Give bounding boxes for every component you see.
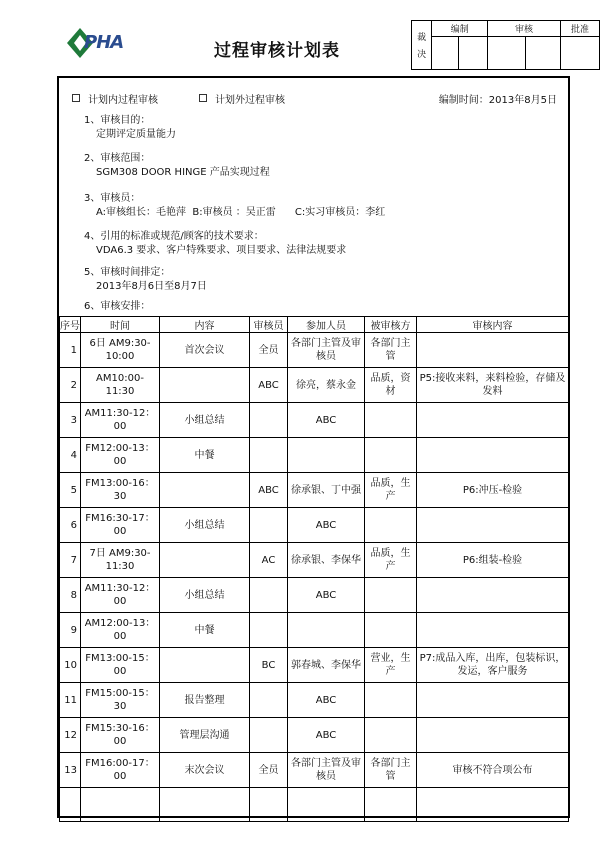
cell-time: FM16:30-17：00 xyxy=(81,508,160,543)
cell-scope xyxy=(417,578,569,613)
cell-time: FM13:00-16：30 xyxy=(81,473,160,508)
cell-scope xyxy=(417,613,569,648)
cell-scope xyxy=(417,718,569,753)
cell-participants: 徐承银、丁中强 xyxy=(288,473,365,508)
table-row xyxy=(60,508,569,543)
cell-scope xyxy=(417,508,569,543)
cell-auditee: 营业，生产 xyxy=(365,648,417,683)
cell-no: 7 xyxy=(60,543,81,578)
company-logo xyxy=(66,26,146,66)
cell-auditee xyxy=(365,403,417,438)
cell-no: 9 xyxy=(60,613,81,648)
cell-no: 6 xyxy=(60,508,81,543)
cell-auditor xyxy=(250,718,288,753)
cell-time: AM11:30-12：00 xyxy=(81,578,160,613)
section-purpose: 1、审核目的： 定期评定质量能力 xyxy=(84,115,176,140)
approval-header-review: 审核 xyxy=(488,21,561,37)
empty-row xyxy=(60,788,569,822)
col-header-scope: 审核内容 xyxy=(417,317,569,333)
cell-auditee: 品质，生产 xyxy=(365,543,417,578)
cell-topic: 小组总结 xyxy=(160,403,250,438)
cell-participants: ABC xyxy=(288,718,365,753)
empty-cell xyxy=(417,788,569,822)
cell-auditee xyxy=(365,508,417,543)
empty-cell xyxy=(365,788,417,822)
table-row xyxy=(60,438,569,473)
table-row xyxy=(60,613,569,648)
table-row xyxy=(60,578,569,613)
table-row xyxy=(60,718,569,753)
cell-scope: P6:冲压-检验 xyxy=(417,473,569,508)
col-header-participants: 参加人员 xyxy=(288,317,365,333)
cell-auditee xyxy=(365,613,417,648)
cell-scope: P5:接收来料，来料检验，存储及发料 xyxy=(417,368,569,403)
cell-participants: 郭春城、李保华 xyxy=(288,648,365,683)
cell-no: 12 xyxy=(60,718,81,753)
cell-no: 13 xyxy=(60,753,81,788)
cell-participants: 各部门主管及审核员 xyxy=(288,333,365,368)
logo-text: PHA xyxy=(84,32,124,53)
cell-participants: 各部门主管及审核员 xyxy=(288,753,365,788)
empty-cell xyxy=(81,788,160,822)
cell-topic: 小组总结 xyxy=(160,508,250,543)
section-timing: 5、审核时间排定： 2013年8月6日至8月7日 xyxy=(84,267,207,292)
table-row xyxy=(60,753,569,788)
cell-no: 4 xyxy=(60,438,81,473)
section-auditors: 3、审核员： A:审核组长：毛艳萍 B:审核员 ：吴正雷 C:实习审核员：李红 xyxy=(84,193,386,218)
sign-cell[interactable] xyxy=(488,37,525,70)
cell-no: 2 xyxy=(60,368,81,403)
col-header-time: 时间 xyxy=(81,317,160,333)
cell-auditee: 各部门主管 xyxy=(365,333,417,368)
cell-scope: P7:成品入库，出库，包装标识，发运，客户服务 xyxy=(417,648,569,683)
cell-auditor xyxy=(250,403,288,438)
cell-participants xyxy=(288,438,365,473)
sign-cell[interactable] xyxy=(560,37,599,70)
cell-participants: 徐亮，蔡永金 xyxy=(288,368,365,403)
checkbox-icon[interactable] xyxy=(199,94,207,102)
cell-time: FM16:00-17：00 xyxy=(81,753,160,788)
approval-header-compile: 编制 xyxy=(432,21,488,37)
cell-participants: ABC xyxy=(288,403,365,438)
cell-participants: ABC xyxy=(288,683,365,718)
cell-auditee xyxy=(365,438,417,473)
cell-auditor xyxy=(250,508,288,543)
cell-auditor: ABC xyxy=(250,368,288,403)
cell-scope: 审核不符合项公布 xyxy=(417,753,569,788)
cell-topic: 管理层沟通 xyxy=(160,718,250,753)
cell-topic xyxy=(160,648,250,683)
compile-date: 编制时间：2013年8月5日 xyxy=(438,95,557,106)
cell-time: FM15:30-16：00 xyxy=(81,718,160,753)
cell-auditor xyxy=(250,438,288,473)
cell-no: 11 xyxy=(60,683,81,718)
sign-cell[interactable] xyxy=(525,37,560,70)
cell-time: FM13:00-15：00 xyxy=(81,648,160,683)
cell-topic xyxy=(160,368,250,403)
cell-participants: ABC xyxy=(288,508,365,543)
cell-time: FM15:00-15：30 xyxy=(81,683,160,718)
cell-auditee xyxy=(365,718,417,753)
col-header-auditee: 被审核方 xyxy=(365,317,417,333)
cell-scope: P6:组装-检验 xyxy=(417,543,569,578)
table-row xyxy=(60,333,569,368)
cell-auditor: ABC xyxy=(250,473,288,508)
col-header-auditor: 审核员 xyxy=(250,317,288,333)
table-row xyxy=(60,473,569,508)
cell-auditor xyxy=(250,683,288,718)
section-scope: 2、审核范围： SGM308 DOOR HINGE 产品实现过程 xyxy=(84,153,270,178)
approval-side-label: 裁 决 xyxy=(412,21,432,70)
cell-auditee: 各部门主管 xyxy=(365,753,417,788)
cell-time: 6日 AM9:30-10:00 xyxy=(81,333,160,368)
cell-auditee: 品质，生产 xyxy=(365,473,417,508)
cell-scope xyxy=(417,403,569,438)
cell-topic: 小组总结 xyxy=(160,578,250,613)
checkbox-icon[interactable] xyxy=(72,94,80,102)
cell-topic: 首次会议 xyxy=(160,333,250,368)
section-arrangement: 6、审核安排： xyxy=(84,301,151,312)
table-row xyxy=(60,368,569,403)
cell-time: FM12:00-13：00 xyxy=(81,438,160,473)
cell-scope xyxy=(417,683,569,718)
cell-topic: 报告整理 xyxy=(160,683,250,718)
col-header-no: 序号 xyxy=(60,317,81,333)
cell-no: 8 xyxy=(60,578,81,613)
cell-auditee xyxy=(365,578,417,613)
page-title: 过程审核计划表 xyxy=(214,41,340,61)
col-header-topic: 内容 xyxy=(160,317,250,333)
cell-topic: 末次会议 xyxy=(160,753,250,788)
table-row xyxy=(60,683,569,718)
cell-auditor: AC xyxy=(250,543,288,578)
approval-block xyxy=(411,20,600,70)
cell-participants: ABC xyxy=(288,578,365,613)
cell-scope xyxy=(417,333,569,368)
cell-time: AM12:00-13：00 xyxy=(81,613,160,648)
cell-topic: 中餐 xyxy=(160,613,250,648)
empty-cell xyxy=(288,788,365,822)
cell-scope xyxy=(417,438,569,473)
cell-auditor: 全员 xyxy=(250,753,288,788)
cell-auditor xyxy=(250,613,288,648)
option-external[interactable]: 计划外过程审核 xyxy=(199,91,285,106)
table-row xyxy=(60,543,569,578)
cell-no: 5 xyxy=(60,473,81,508)
cell-no: 1 xyxy=(60,333,81,368)
cell-auditee: 品质，资材 xyxy=(365,368,417,403)
section-standards: 4、引用的标准或规范/顾客的技术要求： VDA6.3 要求、客户特殊要求、项目要求、法律法规要求 xyxy=(84,231,347,256)
cell-topic: 中餐 xyxy=(160,438,250,473)
cell-no: 3 xyxy=(60,403,81,438)
cell-topic xyxy=(160,473,250,508)
cell-auditor: BC xyxy=(250,648,288,683)
table-row xyxy=(60,648,569,683)
cell-participants: 徐承银、李保华 xyxy=(288,543,365,578)
cell-auditee xyxy=(365,683,417,718)
cell-time: 7日 AM9:30-11:30 xyxy=(81,543,160,578)
schedule-table xyxy=(59,316,569,822)
option-internal[interactable]: 计划内过程审核 xyxy=(72,91,158,106)
cell-participants xyxy=(288,613,365,648)
cell-time: AM10:00-11:30 xyxy=(81,368,160,403)
empty-cell xyxy=(60,788,81,822)
approval-header-approve: 批准 xyxy=(560,21,599,37)
sign-cell[interactable] xyxy=(432,37,459,70)
empty-cell xyxy=(250,788,288,822)
table-header-row xyxy=(60,317,569,333)
cell-no: 10 xyxy=(60,648,81,683)
cell-auditor xyxy=(250,578,288,613)
cell-time: AM11:30-12：00 xyxy=(81,403,160,438)
sign-cell[interactable] xyxy=(459,37,488,70)
cell-auditor: 全员 xyxy=(250,333,288,368)
empty-cell xyxy=(160,788,250,822)
cell-topic xyxy=(160,543,250,578)
table-row xyxy=(60,403,569,438)
